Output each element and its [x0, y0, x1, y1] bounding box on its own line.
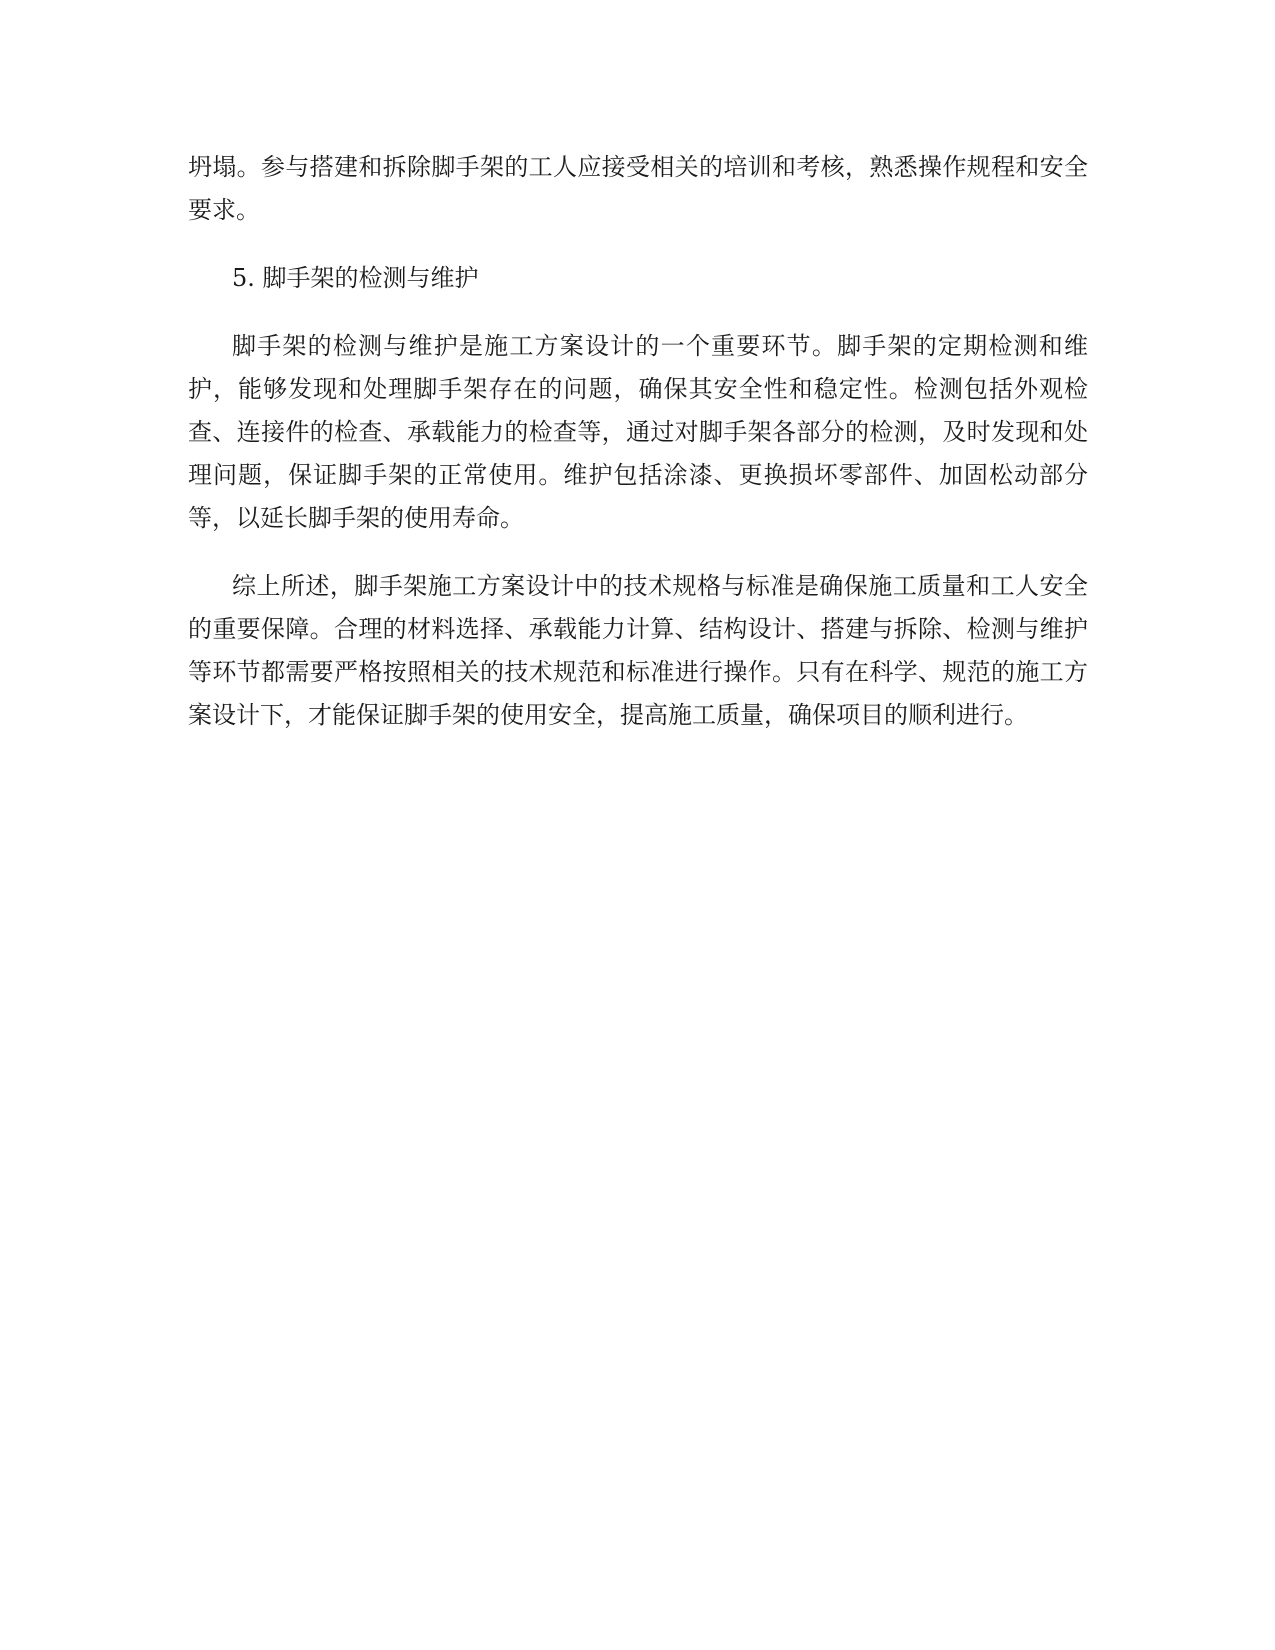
continuation-paragraph: 坍塌。参与搭建和拆除脚手架的工人应接受相关的培训和考核，熟悉操作规程和安全要求。	[188, 153, 1088, 224]
document-body	[188, 146, 1088, 762]
section-heading-5: 5. 脚手架的检测与维护	[232, 264, 479, 292]
body-paragraph-conclusion: 综上所述，脚手架施工方案设计中的技术规格与标准是确保施工质量和工人安全的重要保障。合理的材料选择、承载能力计算、结构设计、搭建与拆除、检测与维护等环节都需要严格按照相关的技术规范和标准进行操作。只有在科学、规范的施工方案设计下，才能保证脚手架的使用安全，提高施工质量，确保项目的顺利进行。	[188, 572, 1088, 729]
body-paragraph-inspection-maintenance: 脚手架的检测与维护是施工方案设计的一个重要环节。脚手架的定期检测和维护，能够发现和处理脚手架存在的问题，确保其安全性和稳定性。检测包括外观检查、连接件的检查、承载能力的检查等，通过对脚手架各部分的检测，及时发现和处理问题，保证脚手架的正常使用。维护包括涂漆、更换损坏零部件、加固松动部分等，以延长脚手架的使用寿命。	[188, 332, 1088, 532]
